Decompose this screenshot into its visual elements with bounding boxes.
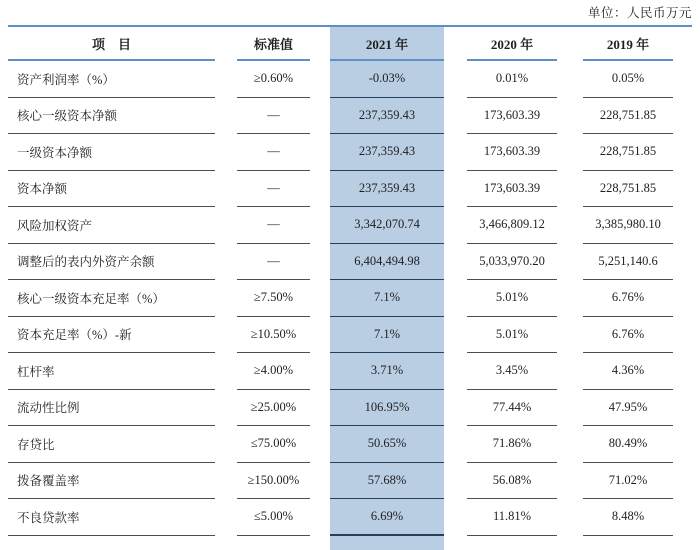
value-2020-cell: 173,603.39 — [467, 171, 557, 208]
standard-value-cell: ≥10.50% — [237, 317, 310, 354]
value-2019-cell: 47.95% — [583, 390, 673, 427]
indicator-table — [8, 25, 692, 550]
standard-value-cell: ≤75.00% — [237, 426, 310, 463]
table-grid — [8, 27, 692, 536]
table-row — [8, 98, 692, 135]
value-2021-cell: 237,359.43 — [330, 98, 444, 135]
standard-value-cell: ≥4.00% — [237, 353, 310, 390]
item-cell: 调整后的表内外资产余额 — [8, 244, 215, 281]
table-row — [8, 499, 692, 536]
item-cell: 拨备覆盖率 — [8, 463, 215, 500]
value-2019-cell: 228,751.85 — [583, 171, 673, 208]
value-2020-cell: 3.45% — [467, 353, 557, 390]
value-2019-cell: 228,751.85 — [583, 98, 673, 135]
value-2019-cell: 3,385,980.10 — [583, 207, 673, 244]
value-2021-cell: 7.1% — [330, 317, 444, 354]
value-2019-cell: 71.02% — [583, 463, 673, 500]
value-2020-cell: 0.01% — [467, 61, 557, 98]
standard-value-cell: ≥150.00% — [237, 463, 310, 500]
value-2020-cell: 5.01% — [467, 280, 557, 317]
standard-value-cell: ≥0.60% — [237, 61, 310, 98]
item-cell: 资本净额 — [8, 171, 215, 208]
header-item-cell: 项 目 — [8, 27, 215, 61]
value-2021-cell: 6.69% — [330, 499, 444, 536]
standard-value-cell: ≤5.00% — [237, 499, 310, 536]
value-2021-cell: 3.71% — [330, 353, 444, 390]
item-cell: 一级资本净额 — [8, 134, 215, 171]
unit-label: 单位：人民币万元 — [587, 6, 692, 20]
value-2019-cell: 6.76% — [583, 280, 673, 317]
value-2019-cell: 4.36% — [583, 353, 673, 390]
value-2019-cell: 6.76% — [583, 317, 673, 354]
value-2021-cell: 6,404,494.98 — [330, 244, 444, 281]
standard-value-cell: ≥7.50% — [237, 280, 310, 317]
value-2020-cell: 11.81% — [467, 499, 557, 536]
standard-value-cell: — — [237, 98, 310, 135]
header-value-2019-cell: 2019 年 — [583, 27, 673, 61]
value-2021-cell: 237,359.43 — [330, 134, 444, 171]
value-2021-cell: 7.1% — [330, 280, 444, 317]
table-row — [8, 207, 692, 244]
value-2020-cell: 77.44% — [467, 390, 557, 427]
value-2019-cell: 0.05% — [583, 61, 673, 98]
value-2021-cell: 50.65% — [330, 426, 444, 463]
header-standard-value-cell: 标准值 — [237, 27, 310, 61]
item-cell: 杠杆率 — [8, 353, 215, 390]
table-row — [8, 171, 692, 208]
table-header-row — [8, 27, 692, 61]
table-row — [8, 244, 692, 281]
item-cell: 核心一级资本净额 — [8, 98, 215, 135]
value-2020-cell: 56.08% — [467, 463, 557, 500]
standard-value-cell: — — [237, 171, 310, 208]
table-row — [8, 426, 692, 463]
value-2020-cell: 71.86% — [467, 426, 557, 463]
item-cell: 核心一级资本充足率（%） — [8, 280, 215, 317]
value-2021-cell: 3,342,070.74 — [330, 207, 444, 244]
value-2019-cell: 228,751.85 — [583, 134, 673, 171]
value-2020-cell: 173,603.39 — [467, 98, 557, 135]
table-row — [8, 317, 692, 354]
item-cell: 不良贷款率 — [8, 499, 215, 536]
table-body — [8, 61, 692, 536]
value-2020-cell: 5,033,970.20 — [467, 244, 557, 281]
header-value-2020-cell: 2020 年 — [467, 27, 557, 61]
table-row — [8, 390, 692, 427]
value-2021-cell: 237,359.43 — [330, 171, 444, 208]
value-2020-cell: 5.01% — [467, 317, 557, 354]
item-cell: 风险加权资产 — [8, 207, 215, 244]
value-2019-cell: 80.49% — [583, 426, 673, 463]
value-2020-cell: 3,466,809.12 — [467, 207, 557, 244]
header-value-2021-cell: 2021 年 — [330, 27, 444, 61]
standard-value-cell: — — [237, 207, 310, 244]
standard-value-cell: — — [237, 244, 310, 281]
value-2019-cell: 5,251,140.6 — [583, 244, 673, 281]
table-row — [8, 463, 692, 500]
value-2020-cell: 173,603.39 — [467, 134, 557, 171]
standard-value-cell: ≥25.00% — [237, 390, 310, 427]
item-cell: 资产利润率（%） — [8, 61, 215, 98]
table-row — [8, 61, 692, 98]
item-cell: 存贷比 — [8, 426, 215, 463]
table-row — [8, 134, 692, 171]
value-2021-cell: -0.03% — [330, 61, 444, 98]
value-2021-cell: 106.95% — [330, 390, 444, 427]
value-2021-cell: 57.68% — [330, 463, 444, 500]
standard-value-cell: — — [237, 134, 310, 171]
value-2019-cell: 8.48% — [583, 499, 673, 536]
table-row — [8, 353, 692, 390]
table-row — [8, 280, 692, 317]
item-cell: 流动性比例 — [8, 390, 215, 427]
item-cell: 资本充足率（%）-新 — [8, 317, 215, 354]
